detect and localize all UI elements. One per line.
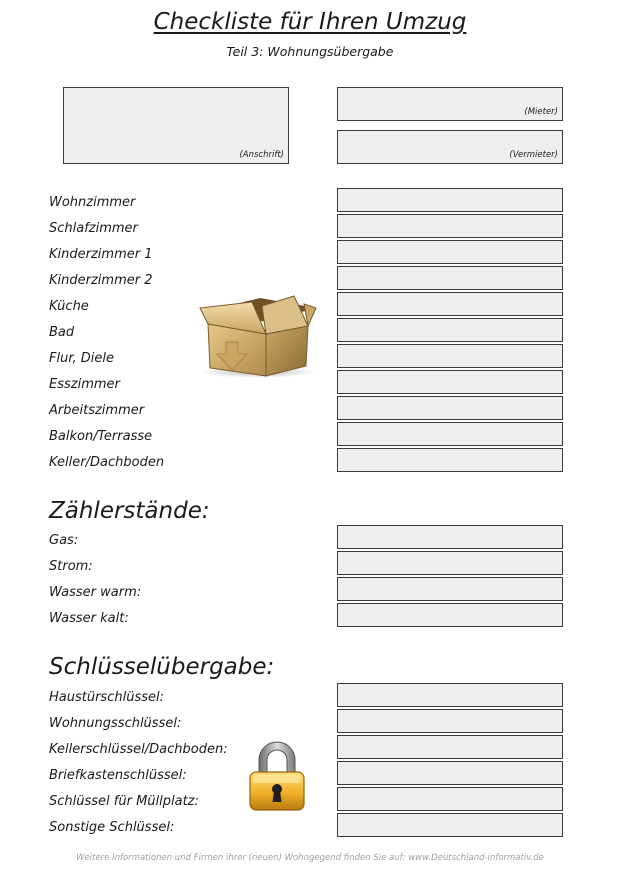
key-label: Sonstige Schlüssel: (49, 820, 175, 835)
room-label: Esszimmer (49, 377, 120, 392)
footer-note: Weitere Informationen und Firmen ihrer (neuen) Wohngegend finden Sie auf: www.Deutschland-informativ.de (76, 853, 544, 863)
room-label: Schlafzimmer (49, 221, 138, 236)
room-label: Flur, Diele (49, 351, 114, 366)
meter-field[interactable] (337, 525, 563, 549)
meter-field[interactable] (337, 577, 563, 601)
room-label: Kinderzimmer 2 (49, 273, 153, 288)
key-label: Schlüssel für Müllplatz: (49, 794, 199, 809)
room-label: Bad (49, 325, 75, 340)
meter-field[interactable] (337, 551, 563, 575)
keys-heading: Schlüsselübergabe: (49, 654, 275, 680)
meters-heading: Zählerstände: (49, 498, 210, 524)
address-caption: (Anschrift) (239, 150, 284, 160)
room-field[interactable] (337, 240, 563, 264)
room-field[interactable] (337, 370, 563, 394)
landlord-field[interactable] (337, 130, 563, 164)
key-field[interactable] (337, 787, 563, 811)
room-field[interactable] (337, 214, 563, 238)
room-field[interactable] (337, 344, 563, 368)
meter-label: Gas: (49, 533, 79, 548)
page-subtitle: Teil 3: Wohnungsübergabe (226, 44, 394, 59)
room-label: Arbeitszimmer (49, 403, 145, 418)
padlock-icon (246, 740, 308, 814)
meter-field[interactable] (337, 603, 563, 627)
meter-label: Wasser warm: (49, 585, 142, 600)
landlord-caption: (Vermieter) (509, 150, 558, 160)
room-label: Balkon/Terrasse (49, 429, 153, 444)
room-field[interactable] (337, 448, 563, 472)
key-field[interactable] (337, 735, 563, 759)
key-field[interactable] (337, 761, 563, 785)
meter-label: Strom: (49, 559, 93, 574)
room-field[interactable] (337, 422, 563, 446)
key-field[interactable] (337, 813, 563, 837)
room-label: Keller/Dachboden (49, 455, 165, 470)
meter-label: Wasser kalt: (49, 611, 129, 626)
room-label: Küche (49, 299, 89, 314)
key-field[interactable] (337, 709, 563, 733)
page-title: Checkliste für Ihren Umzug (153, 9, 467, 35)
key-label: Briefkastenschlüssel: (49, 768, 187, 783)
room-field[interactable] (337, 292, 563, 316)
room-field[interactable] (337, 318, 563, 342)
moving-box-icon (196, 292, 320, 378)
room-label: Wohnzimmer (49, 195, 136, 210)
key-label: Haustürschlüssel: (49, 690, 164, 705)
key-label: Kellerschlüssel/Dachboden: (49, 742, 228, 757)
key-field[interactable] (337, 683, 563, 707)
room-field[interactable] (337, 396, 563, 420)
key-label: Wohnungsschlüssel: (49, 716, 182, 731)
tenant-caption: (Mieter) (524, 107, 558, 117)
room-field[interactable] (337, 266, 563, 290)
room-field[interactable] (337, 188, 563, 212)
room-label: Kinderzimmer 1 (49, 247, 153, 262)
tenant-field[interactable] (337, 87, 563, 121)
address-field[interactable] (63, 87, 289, 164)
